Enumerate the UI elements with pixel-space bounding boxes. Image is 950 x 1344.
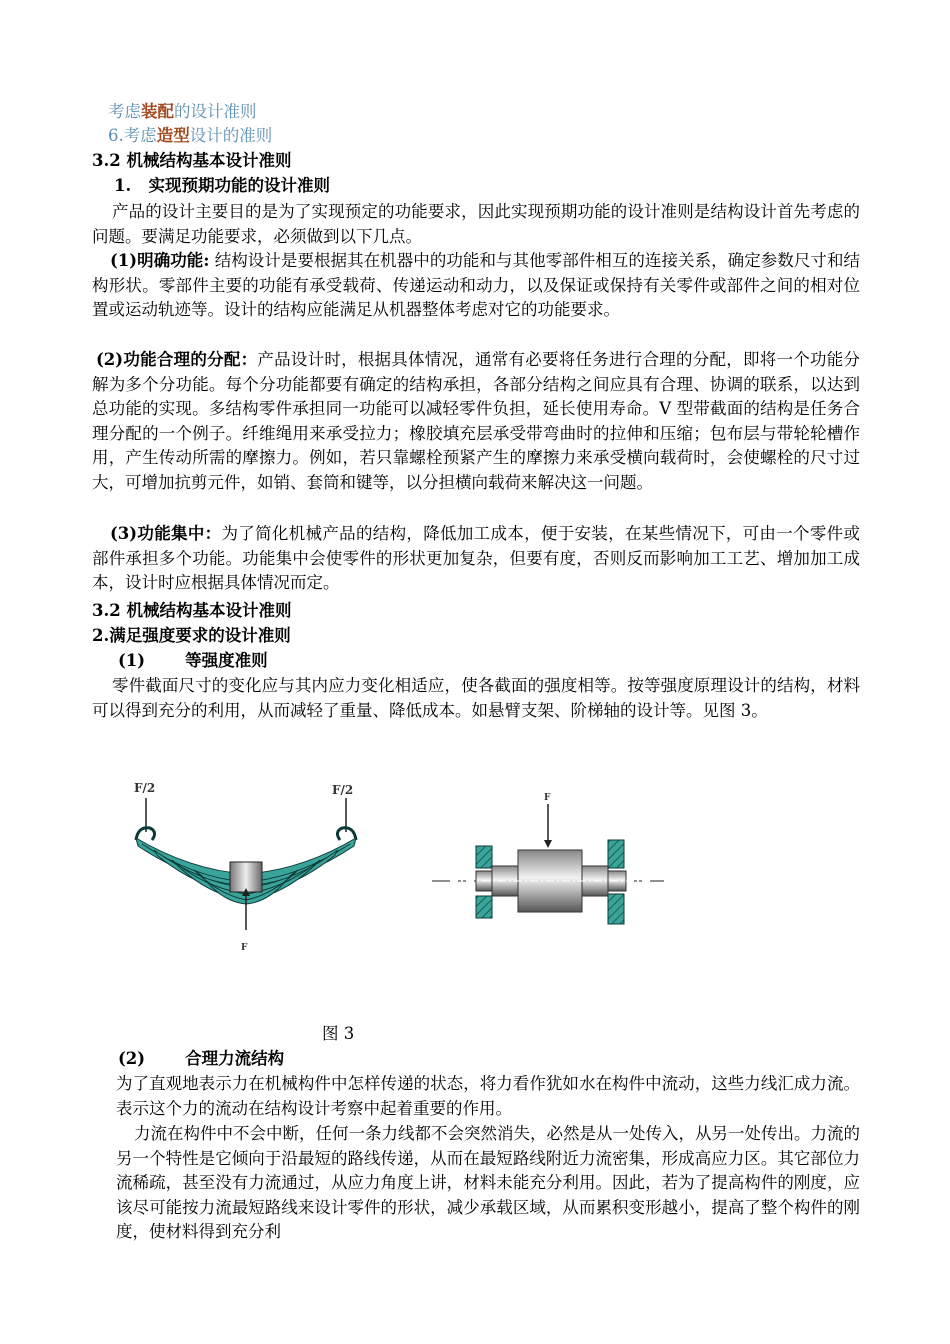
section1-item1: (1)明确功能: 结构设计是要根据其在机器中的功能和与其他零部件相互的连接关系，确定参数尺寸和结构形状。零部件主要的功能有承受载荷、传递运动和动力，以及保证或保持有关零件或部件之间的相对位置或运动轨迹等。设计的结构应能满足从机器整体考虑对它的功能要求。	[92, 251, 860, 320]
section1-subheading: 1. 实现预期功能的设计准则	[114, 176, 330, 195]
figure-3	[120, 770, 680, 980]
toc-item-styling[interactable]: 6.考虑造型设计的准则	[108, 126, 273, 145]
section2-subheading: 2.满足强度要求的设计准则	[92, 626, 291, 645]
section2-item2-p2: 力流在构件中不会中断，任何一条力线都不会突然消失，必然是从一处传入，从另一处传出。力流的另一个特性是它倾向于沿最短的路线传递，从而在最短路线附近力流密集，形成高应力区。其它部位力流稀疏，甚至没有力流通过，从应力角度上讲，材料未能充分利用。因此，若为了提高构件的刚度，应该尽可能按力流最短路线来设计零件的形状，减少承载区域，从而累积变形越小，提高了整个构件的刚度，使材料得到充分利	[116, 1124, 860, 1242]
figure-caption: 图 3	[322, 1024, 355, 1043]
leaf-spring-drawing	[134, 781, 356, 953]
force-label-bottom: F	[241, 943, 248, 953]
force-label-right: F/2	[332, 783, 354, 797]
toc-item-assembly[interactable]: 考虑装配的设计准则	[108, 102, 257, 121]
section1-heading: 3.2 机械结构基本设计准则	[92, 151, 292, 170]
section2-item2-p1: 为了直观地表示力在机械构件中怎样传递的状态，将力看作犹如水在构件中流动，这些力线汇成力流。表示这个力的流动在结构设计考察中起着重要的作用。	[116, 1074, 860, 1118]
section1-item2: (2)功能合理的分配：产品设计时，根据具体情况，通常有必要将任务进行合理的分配，即将一个功能分解为多个分功能。每个分功能都要有确定的结构承担，各部分结构之间应具有合理、协调的联系，以达到总功能的实现。多结构零件承担同一功能可以减轻零件负担，延长使用寿命。V 型带截面的结构是任务合理分配的一个例子。纤维绳用来承受拉力；橡胶填充层承受带弯曲时的拉伸和压缩；包布层与带轮轮槽作用，产生传动所需的摩擦力。例如，若只靠螺栓预紧产生的摩擦力来承受横向载荷时，会使螺栓的尺寸过大，可增加抗剪元件，如销、套筒和键等，以分担横向载荷来解决这一问题。	[92, 350, 860, 492]
force-label-top: F	[544, 793, 551, 803]
section2-item1-text: 零件截面尺寸的变化应与其内应力变化相适应，使各截面的强度相等。按等强度原理设计的结构，材料可以得到充分的利用，从而减轻了重量、降低成本。如悬臂支架、阶梯轴的设计等。见图 3。	[92, 676, 860, 720]
section2-item1-heading: (1) 等强度准则	[118, 651, 268, 670]
section2-heading: 3.2 机械结构基本设计准则	[92, 601, 292, 620]
section1-intro: 产品的设计主要目的是为了实现预定的功能要求，因此实现预期功能的设计准则是结构设计首先考虑的问题。要满足功能要求，必须做到以下几点。	[92, 202, 860, 246]
section1-item3: (3)功能集中：为了简化机械产品的结构，降低加工成本，便于安装，在某些情况下，可由一个零件或部件承担多个功能。功能集中会使零件的形状更加复杂，但要有度，否则反而影响加工工艺、增加加工成本，设计时应根据具体情况而定。	[92, 524, 860, 593]
spring-clamp	[230, 862, 262, 892]
section2-item2-heading: (2) 合理力流结构	[118, 1049, 285, 1068]
stepped-shaft-drawing	[432, 793, 664, 924]
force-label-left: F/2	[134, 781, 156, 795]
